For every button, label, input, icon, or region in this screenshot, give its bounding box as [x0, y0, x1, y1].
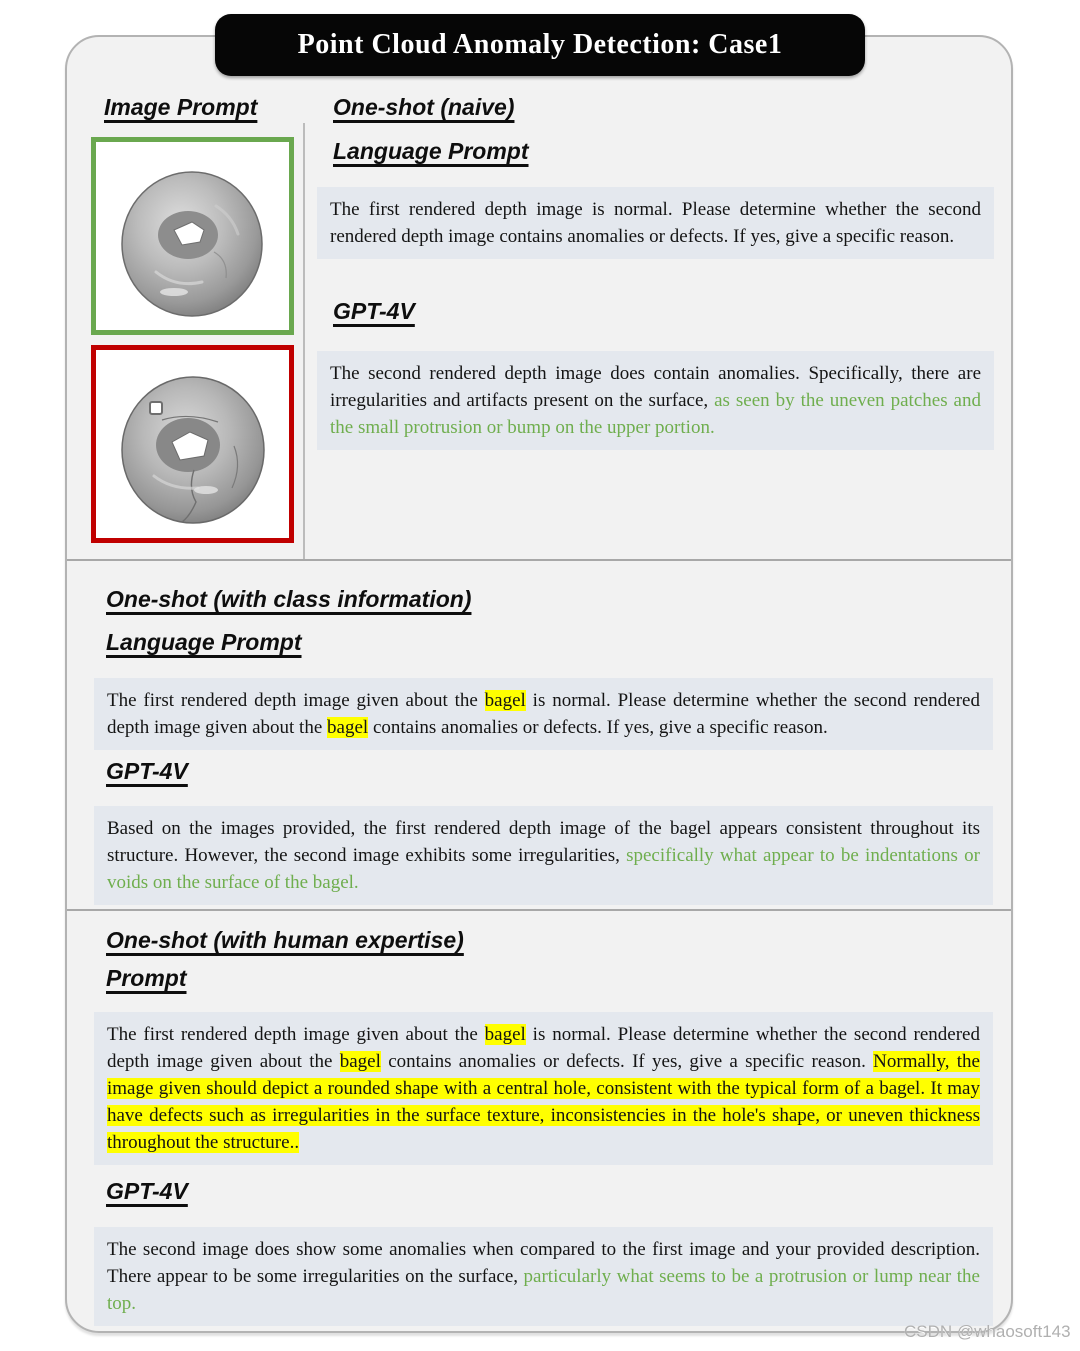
human-expertise-response-evidence-text: particularly what seems to be a protrusion or lump near the top.: [107, 1266, 980, 1314]
anomalous-bagel-image: [96, 350, 289, 538]
class-info-prompt-part3: contains anomalies or defects. If yes, give a specific reason.: [368, 717, 828, 738]
section-human-expertise-heading: One-shot (with human expertise): [106, 927, 464, 953]
class-info-response-evidence-text: specifically what appear to be indentations or voids on the surface of the bagel.: [107, 845, 980, 893]
figure-container: [65, 35, 1013, 1333]
section-naive-heading: One-shot (naive): [333, 94, 515, 120]
image-prompt-heading: Image Prompt: [104, 94, 258, 120]
human-expertise-response-normal-text: The second image does show some anomalies when compared to the first image and your provided description. There appear to be some irregularities on the surface,: [107, 1239, 980, 1287]
class-info-prompt-box: [94, 678, 993, 750]
class-info-prompt-part1: The first rendered depth image given about the: [107, 690, 485, 711]
human-expertise-prompt-heading: Prompt: [106, 965, 187, 991]
human-expertise-highlight-description: Normally, the image given should depict a rounded shape with a central hole, consistent with the typical form of a bagel. It may have defects such as irregularities in the surface texture, inconsistencies in the hole's shape, or uneven thickness throughout the structure..: [107, 1051, 980, 1153]
class-info-language-prompt-heading: Language Prompt: [106, 629, 302, 655]
class-info-highlight-bagel-2: bagel: [327, 717, 369, 738]
class-info-response-box: [94, 806, 993, 905]
human-expertise-prompt-part1: The first rendered depth image given about the: [107, 1024, 485, 1045]
section-class-info-heading: One-shot (with class information): [106, 586, 472, 612]
normal-image-frame: [91, 137, 294, 335]
human-expertise-prompt-box: [94, 1012, 993, 1165]
human-expertise-gpt4v-heading: GPT-4V: [106, 1178, 188, 1204]
naive-language-prompt-heading: Language Prompt: [333, 138, 529, 164]
class-info-response-normal-text: Based on the images provided, the first rendered depth image of the bagel appears consistent throughout its structure. However, the second image exhibits some irregularities,: [107, 818, 980, 866]
naive-prompt-box: [317, 187, 994, 259]
watermark: CSDN @whaosoft143: [904, 1322, 1071, 1341]
section-divider-1: [67, 559, 1011, 561]
normal-bagel-image: [96, 142, 289, 330]
human-expertise-prompt-part3: contains anomalies or defects. If yes, give a specific reason.: [380, 1051, 874, 1072]
column-divider: [303, 123, 305, 560]
naive-prompt-text: The first rendered depth image is normal. Please determine whether the second rendered depth image contains anomalies or defects. If yes, give a specific reason.: [330, 199, 981, 247]
page-title: Point Cloud Anomaly Detection: Case1: [215, 14, 865, 76]
human-expertise-highlight-bagel-1: bagel: [484, 1024, 526, 1045]
section-divider-2: [67, 909, 1011, 911]
naive-gpt4v-heading: GPT-4V: [333, 298, 415, 324]
human-expertise-highlight-bagel-2: bagel: [339, 1051, 381, 1072]
human-expertise-response-box: [94, 1227, 993, 1326]
class-info-prompt-part2: is normal. Please determine whether the second rendered depth image given about the: [107, 690, 980, 738]
class-info-gpt4v-heading: GPT-4V: [106, 758, 188, 784]
naive-response-normal-text: The second rendered depth image does contain anomalies. Specifically, there are irregularities and artifacts present on the surface,: [330, 363, 981, 411]
naive-response-evidence-text: as seen by the uneven patches and the small protrusion or bump on the upper portion.: [330, 390, 981, 438]
anomaly-image-frame: [91, 345, 294, 543]
human-expertise-prompt-part2: is normal. Please determine whether the second rendered depth image given about the: [107, 1024, 980, 1072]
class-info-highlight-bagel-1: bagel: [484, 690, 526, 711]
naive-response-box: [317, 351, 994, 450]
